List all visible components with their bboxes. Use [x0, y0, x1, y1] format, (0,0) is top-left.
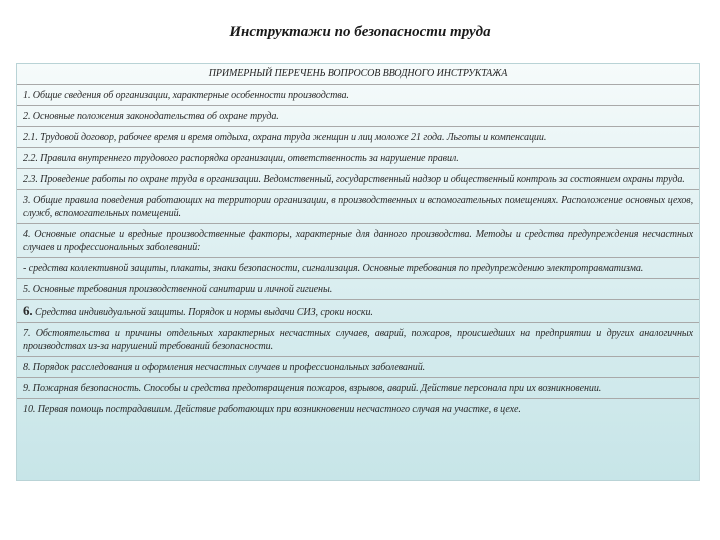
page-title: Инструктажи по безопасности труда: [229, 24, 491, 40]
list-item: 2.1. Трудовой договор, рабочее время и время отдыха, охрана труда женщин и лиц моложе 21 года. Льготы и компенсации.: [17, 127, 699, 148]
list-item: 1. Общие сведения об организации, характерные особенности производства.: [17, 85, 699, 106]
list-item-number: 6.: [23, 303, 33, 318]
list-item: [17, 300, 699, 323]
list-item: 2.3. Проведение работы по охране труда в организации. Ведомственный, государственный надзор и общественный контроль за состоянием охраны труда.: [17, 169, 699, 190]
list-item: 2. Основные положения законодательства об охране труда.: [17, 106, 699, 127]
list-item: 9. Пожарная безопасность. Способы и средства предотвращения пожаров, взрывов, аварий. Действие персонала при их возникновении.: [17, 378, 699, 399]
list-item: 7. Обстоятельства и причины отдельных характерных несчастных случаев, аварий, пожаров, происшедших на предприятии и других аналогичных производствах из-за нарушений требований безопасности.: [17, 323, 699, 357]
list-item: 8. Порядок расследования и оформления несчастных случаев и профессиональных заболеваний.: [17, 357, 699, 378]
list-item: - средства коллективной защиты, плакаты, знаки безопасности, сигнализация. Основные требования по предупреждению электротравматизма.: [17, 258, 699, 279]
list-item: 10. Первая помощь пострадавшим. Действие работающих при возникновении несчастного случая на участке, в цехе.: [23, 404, 521, 415]
instruction-list-panel: [16, 63, 700, 481]
list-item-text: Средства индивидуальной защиты. Порядок и нормы выдачи СИЗ, сроки носки.: [35, 307, 373, 318]
list-header: ПРИМЕРНЫЙ ПЕРЕЧЕНЬ ВОПРОСОВ ВВОДНОГО ИНСТРУКТАЖА: [17, 64, 699, 85]
list-item: 4. Основные опасные и вредные производственные факторы, характерные для данного производства. Методы и средства предупреждения несчастных случаев и профессиональных заболеваний:: [17, 224, 699, 258]
list-item: 5. Основные требования производственной санитарии и личной гигиены.: [17, 279, 699, 300]
list-item: 3. Общие правила поведения работающих на территории организации, в производственных и вспомогательных помещениях. Расположение основных цехов, служб, вспомогательных помещений.: [17, 190, 699, 224]
list-item: 2.2. Правила внутреннего трудового распорядка организации, ответственность за нарушение правил.: [17, 148, 699, 169]
